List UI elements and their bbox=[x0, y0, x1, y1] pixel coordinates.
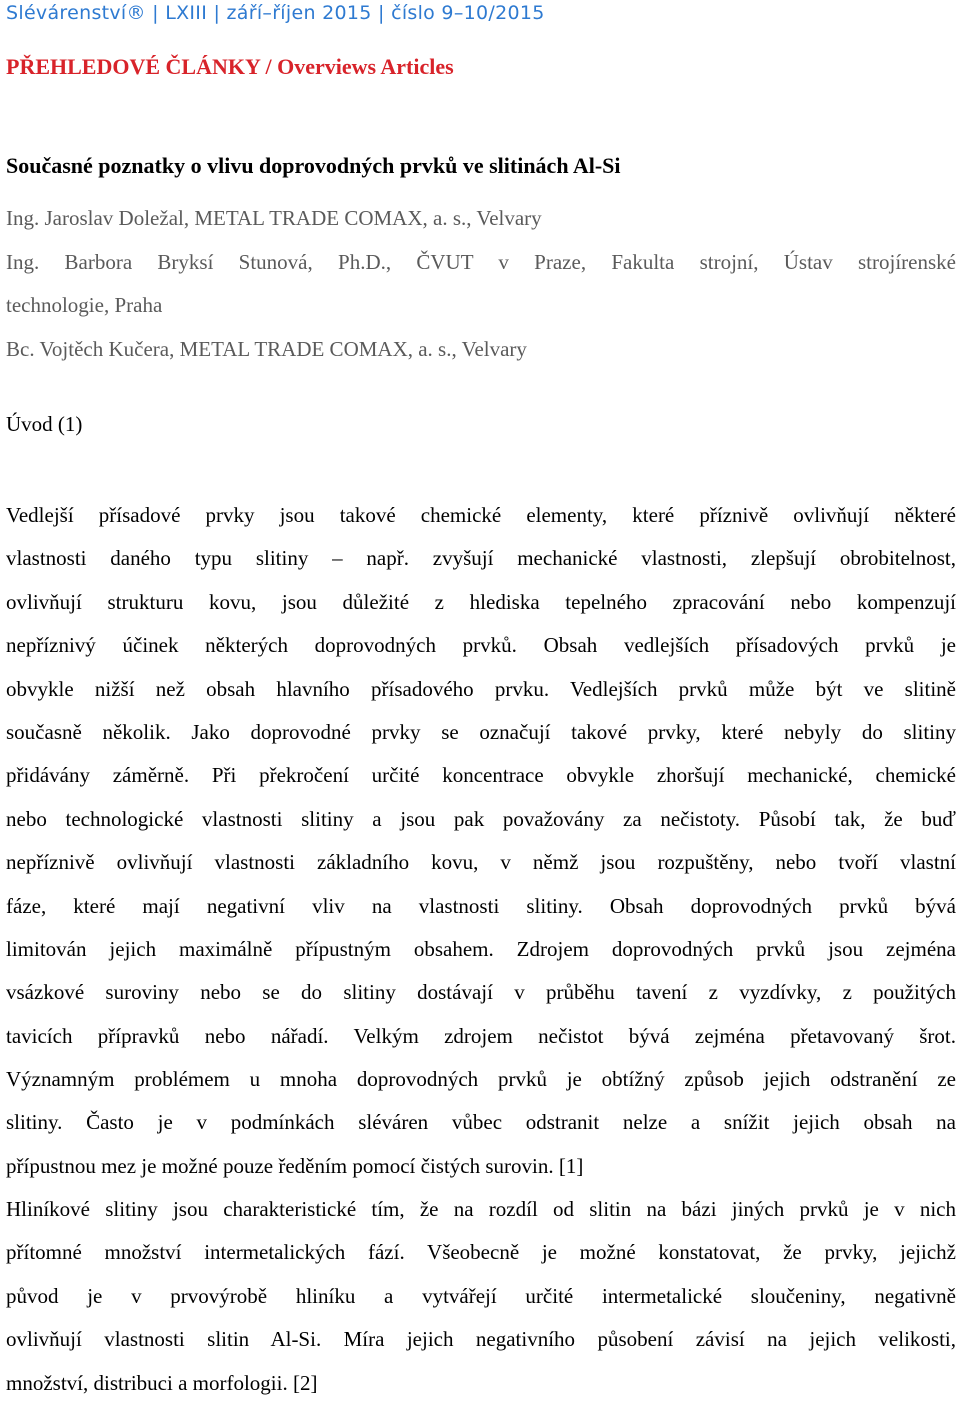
text-line: slitiny. Často je v podmínkách sléváren vůbec odstranit nelze a snížit jejich obsah na bbox=[6, 1110, 956, 1135]
text-line: množství, distribuci a morfologii. [2] bbox=[6, 1370, 318, 1395]
text-line: nepříznivý účinek některých doprovodných prvků. Obsah vedlejších přísadových prvků je bbox=[6, 633, 956, 658]
article-title: Současné poznatky o vlivu doprovodných prvků ve slitinách Al-Si bbox=[6, 153, 621, 178]
section-label: PŘEHLEDOVÉ ČLÁNKY / Overviews Articles bbox=[6, 54, 454, 79]
author-line: Ing. Jaroslav Doležal, METAL TRADE COMAX, a. s., Velvary bbox=[6, 206, 542, 230]
author-list bbox=[6, 197, 956, 371]
text-line: nepříznivě ovlivňují vlastnosti základního kovu, v němž jsou rozpuštěny, nebo tvoří vlastní bbox=[6, 850, 956, 875]
author-line: Ing. Barbora Bryksí Stunová, Ph.D., ČVUT v Praze, Fakulta strojní, Ústav strojírenské bbox=[6, 249, 956, 274]
text-line: přípustnou mez je možné pouze ředěním pomocí čistých surovin. [1] bbox=[6, 1153, 584, 1178]
text-line: tavicích přípravků nebo nářadí. Velkým zdrojem nečistot bývá zejména přetavovaný šrot. bbox=[6, 1023, 956, 1048]
journal-header: Slévárenství® | LXIII | září–říjen 2015 | číslo 9–10/2015 bbox=[6, 2, 545, 24]
text-line: fáze, které mají negativní vliv na vlastnosti slitiny. Obsah doprovodných prvků bývá bbox=[6, 893, 956, 918]
text-line: Hliníkové slitiny jsou charakteristické tím, že na rozdíl od slitin na bázi jiných prvků je v nich bbox=[6, 1197, 956, 1221]
text-line: obvykle nižší než obsah hlavního přísadového prvku. Vedlejších prvků může být ve slitině bbox=[6, 676, 956, 701]
text-line: Významným problémem u mnoha doprovodných prvků je obtížný způsob jejich odstranění ze bbox=[6, 1067, 956, 1092]
text-line: limitován jejich maximálně přípustným obsahem. Zdrojem doprovodných prvků jsou zejména bbox=[6, 936, 956, 961]
text-line: vsázkové suroviny nebo se do slitiny dostávají v průběhu tavení z vyzdívky, z použitých bbox=[6, 980, 956, 1005]
author-line: technologie, Praha bbox=[6, 293, 163, 317]
author-line: Bc. Vojtěch Kučera, METAL TRADE COMAX, a. s., Velvary bbox=[6, 336, 527, 361]
text-line: ovlivňují vlastnosti slitin Al-Si. Míra jejich negativního působení závisí na jejich velikosti, bbox=[6, 1327, 956, 1352]
text-line: vlastnosti daného typu slitiny – např. zvyšují mechanické vlastnosti, zlepšují obrobitelnost, bbox=[6, 546, 956, 571]
text-line: současně několik. Jako doprovodné prvky se označují takové prvky, které nebyly do slitiny bbox=[6, 719, 956, 744]
paragraph-intro bbox=[6, 494, 956, 1188]
text-line: ovlivňují strukturu kovu, jsou důležité z hlediska tepelného zpracování nebo kompenzují bbox=[6, 589, 956, 614]
text-line: Vedlejší přísadové prvky jsou takové chemické elementy, které příznivě ovlivňují některé bbox=[6, 503, 956, 527]
paragraph-aluminium-alloys bbox=[6, 1188, 956, 1405]
text-line: nebo technologické vlastnosti slitiny a jsou pak považovány za nečistoty. Působí tak, že buď bbox=[6, 806, 956, 831]
text-line: přidávány záměrně. Při překročení určité koncentrace obvykle zhoršují mechanické, chemické bbox=[6, 763, 956, 788]
section-heading: Úvod (1) bbox=[6, 412, 83, 436]
text-line: přítomné množství intermetalických fází. Všeobecně je možné konstatovat, že prvky, jejichž bbox=[6, 1240, 956, 1265]
text-line: původ je v prvovýrobě hliníku a vytvářejí určité intermetalické sloučeniny, negativně bbox=[6, 1283, 956, 1308]
